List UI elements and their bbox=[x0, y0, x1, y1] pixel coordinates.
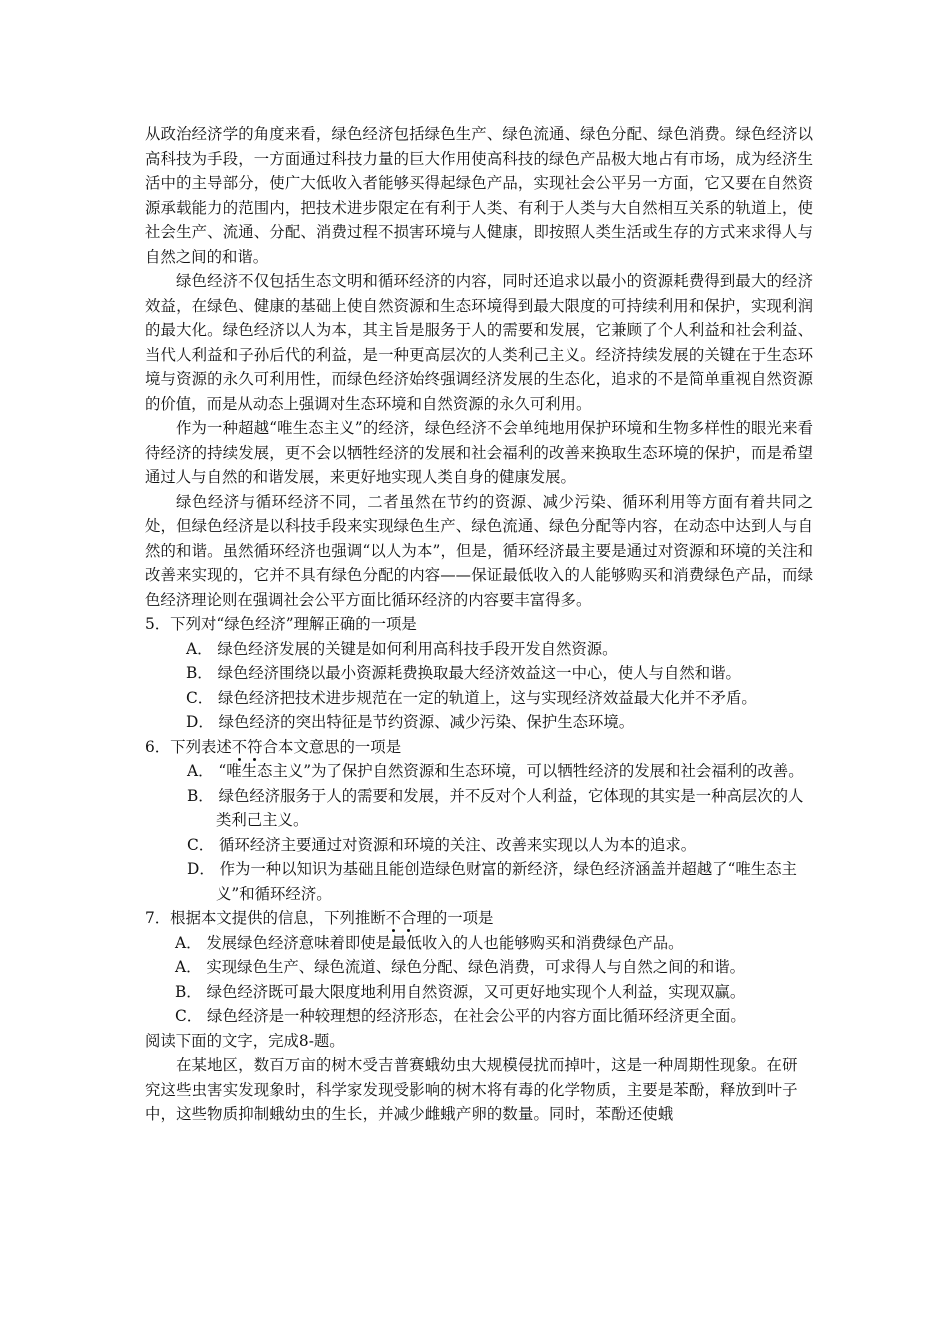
question-6-option-c: C． 循环经济主要通过对资源和环境的关注、改善来实现以人为本的追求。 bbox=[187, 835, 697, 854]
emphasis-dot-char: 合 bbox=[401, 909, 417, 927]
passage-paragraph-2: 绿色经济不仅包括生态文明和循环经济的内容，同时还追求以最小的资源耗费得到最大的经济效益，在绿色、健康的基础上使自然资源和生态环境得到最大限度的可持续利用和保护，实现利润的最大化。绿色经济以人为本，其主旨是服务于人的需要和发展，它兼顾了个人利益和社会利益、当代人利益和子孙后代的利益，是一种更高层次的人类利己主义。经济持续发展的关键在于生态环境与资源的永久可利用性，而绿色经济始终强调经济发展的生态化，追求的不是简单重视自然资源的价值，而是从动态上强调对生态环境和自然资源的永久可利用。 bbox=[145, 272, 813, 413]
question-5-stem: 5．下列对“绿色经济”理解正确的一项是 bbox=[145, 615, 417, 633]
passage-paragraph-3: 作为一种超越“唯生态主义”的经济，绿色经济不会单纯地用保护环境和生物多样性的眼光来看待经济的持续发展，更不会以牺牲经济的发展和社会福利的改善来换取生态环境的保护，而是希望通过人与自然的和谐发展，来更好地实现人类自身的健康发展。 bbox=[145, 419, 813, 486]
question-5-option-d: D． 绿色经济的突出特征是节约资源、减少污染、保护生态环境。 bbox=[186, 713, 635, 731]
question-7-stem-text: 理的一项是 bbox=[416, 909, 494, 927]
question-6-option-b: B． 绿色经济服务于人的需要和发展，并不反对个人利益，它体现的其实是一种高层次的人类利己主义。 bbox=[187, 786, 804, 829]
question-7-stem-text: 7．根据本文提供的信息，下列推断 bbox=[145, 909, 386, 927]
question-6-stem-text: 合本文意思的一项是 bbox=[262, 737, 402, 756]
question-7-option-a2: A． 实现绿色生产、绿色流道、绿色分配、绿色消费，可求得人与自然之间的和谐。 bbox=[175, 958, 746, 976]
emphasis-dot-char: 不 bbox=[385, 909, 402, 927]
question-5-option-c: C． 绿色经济把技术进步规范在一定的轨道上，这与实现经济效益最大化并不矛盾。 bbox=[186, 688, 757, 707]
question-6-option-d: D． 作为一种以知识为基础且能创造绿色财富的新经济，绿色经济涵盖并超越了“唯生态主义”和循环经济。 bbox=[187, 860, 797, 903]
emphasis-dot-char: 不 bbox=[231, 737, 248, 756]
passage-paragraph-4: 绿色经济与循环经济不同，二者虽然在节约的资源、减少污染、循环利用等方面有着共同之处，但绿色经济是以科技手段来实现绿色生产、绿色流通、绿色分配等内容，在动态中达到人与自然的和谐。虽然循环经济也强调“以人为本”，但是，循环经济最主要是通过对资源和环境的关注和改善来实现的，它并不具有绿色分配的内容——保证最低收入的人能够购买和消费绿色产品，而绿色经济理论则在强调社会公平方面比循环经济的内容要丰富得多。 bbox=[145, 492, 813, 609]
question-5-option-a: A． 绿色经济发展的关键是如何利用高科技手段开发自然资源。 bbox=[186, 639, 618, 658]
question-7-option-c: C． 绿色经济是一种较理想的经济形态，在社会公平的内容方面比循环经济更全面。 bbox=[175, 1007, 746, 1025]
question-7-option-a: A． 发展绿色经济意味着即使是最低收入的人也能够购买和消费绿色产品。 bbox=[175, 933, 684, 952]
question-6-option-a: A． “唯生态主义”为了保护自然资源和生态环境，可以牺牲经济的发展和社会福利的改善。 bbox=[187, 762, 804, 780]
passage-paragraph-1: 从政治经济学的角度来看，绿色经济包括绿色生产、绿色流通、绿色分配、绿色消费。绿色经济以高科技为手段，一方面通过科技力量的巨大作用使高科技的绿色产品极大地占有市场，成为经济生活中的主导部分，使广大低收入者能够买得起绿色产品，实现社会公平另一方面，它又要在自然资源承载能力的范围内，把技术进步限定在有利于人类、有利于人类与大自然相互关系的轨道上，使社会生产、流通、分配、消费过程不损害环境与人健康，即按照人类生活或生存的方式来求得人与自然之间的和谐。 bbox=[145, 125, 813, 266]
question-6-stem-text: 6．下列表述 bbox=[145, 737, 232, 756]
question-7-stem bbox=[145, 906, 813, 931]
question-7-option-b: B． 绿色经济既可最大限度地利用自然资源，又可更好地实现个人利益，实现双赢。 bbox=[175, 982, 746, 1001]
document-page bbox=[145, 122, 813, 1127]
question-5-option-b: B． 绿色经济围绕以最小资源耗费换取最大经济效益这一中心，使人与自然和谐。 bbox=[186, 664, 741, 682]
passage-2-paragraph: 在某地区，数百万亩的树木受吉普赛蛾幼虫大规模侵扰而掉叶，这是一种周期性现象。在研究这些虫害实发现象时，科学家发现受影响的树木将有毒的化学物质，主要是苯酚，释放到叶子中，这些物质抑制蛾幼虫的生长，并减少雌蛾产卵的数量。同时，苯酚还使蛾 bbox=[145, 1056, 798, 1123]
reading-instruction: 阅读下面的文字，完成8-题。 bbox=[145, 1031, 345, 1050]
emphasis-dot-char: 符 bbox=[247, 737, 263, 756]
question-6-stem bbox=[145, 735, 813, 760]
